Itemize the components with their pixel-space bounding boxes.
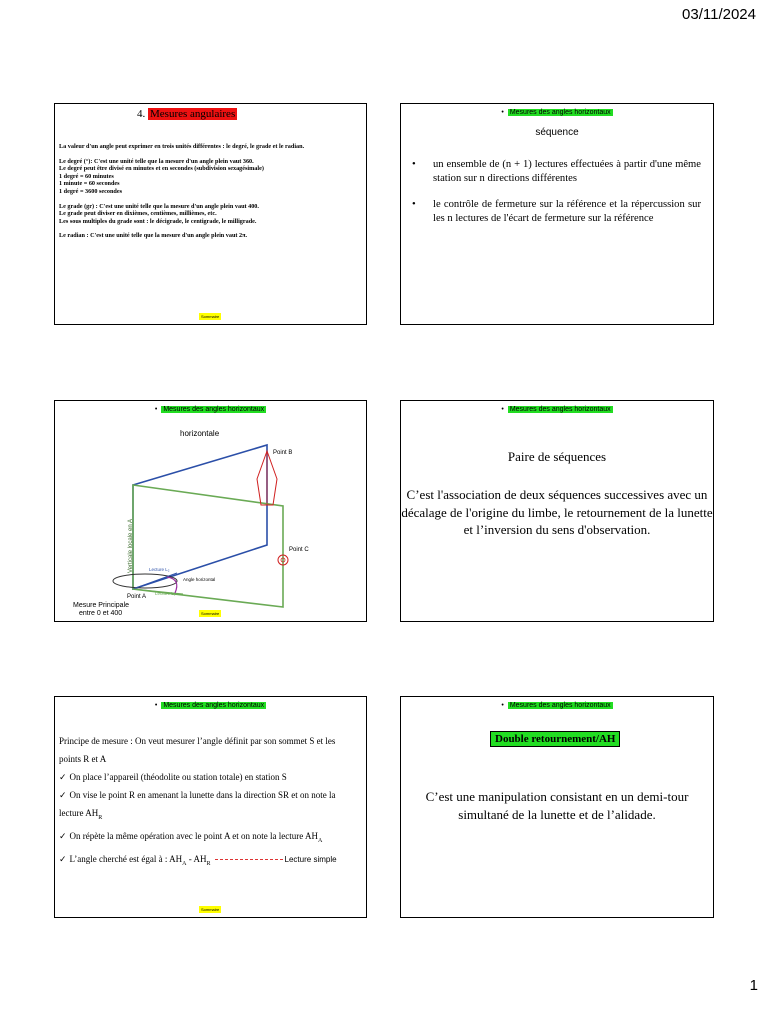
label-point-a: Point A (127, 594, 147, 600)
slide-title: Double retournement/AH (490, 731, 620, 747)
header-label: Mesures des angles horizontaux (509, 109, 611, 116)
slide-header: • Mesures des angles horizontaux (501, 109, 611, 116)
step-item (59, 786, 355, 827)
step-item (59, 768, 355, 786)
slide-title: Paire de séquences (507, 449, 607, 464)
paragraph-intro: La valeur d'un angle peut exprimer en trois unités différentes : le degré, le grade et le radian. (59, 143, 305, 150)
header-label: Mesures des angles horizontaux (163, 702, 265, 709)
check-icon: ✓ (59, 772, 67, 782)
line-lecture-b (133, 573, 177, 589)
label-lecture-b: Lecture L₂ (149, 567, 170, 572)
sommaire-link[interactable]: Sommaire (201, 314, 220, 319)
page-number: 1 (749, 977, 758, 994)
bullet-item: • le contrôle de fermeture sur la référence et la répercussion sur les n lectures de l'écart de fermeture sur la référence (433, 198, 701, 226)
label-lecture-c: Lecture L₁ (155, 591, 176, 596)
step-text: L’angle cherché est égal à : AH (69, 853, 183, 864)
label-angle: Angle horizontal (183, 577, 216, 582)
label-verticale: Verticale locale en A (128, 518, 134, 573)
paragraph-radian: Le radian : C'est une unité telle que la mesure d'un angle plein vaut 2π. (59, 232, 248, 240)
principle-intro: Principe de mesure : On veut mesurer l’angle définit par son sommet S et les points R et A (59, 736, 336, 764)
header-label: Mesures des angles horizontaux (163, 406, 265, 413)
label-horizontale: horizontale (180, 429, 220, 438)
arrow-icon (215, 859, 283, 860)
slide-title (137, 108, 237, 120)
slide-paire-sequences (400, 400, 714, 622)
slide-mesures-angulaires (54, 103, 367, 325)
paragraph-degre: Le degré (°): C'est une unité telle que la mesure d'un angle plein vaut 360. Le degré peut être divisé en minutes et en secondes (subdivision sexagésimale) 1 degré = 60 minutes 1 minute = 60 secondes 1 degré = 3600 secondes (59, 157, 264, 195)
angle-diagram (55, 401, 367, 622)
print-date: 03/11/2024 (682, 6, 756, 23)
header-label: Mesures des angles horizontaux (509, 702, 611, 709)
subscript: A (317, 837, 323, 844)
paragraph-grade: Le grade (gr) : C'est une unité telle que la mesure d'un angle plein vaut 400. Le grade peut diviser en dixièmes, centièmes, millièmes, etc. Les sous multiples du grade sont : le décigrade, le centigrade, le milligrade. (59, 202, 259, 225)
step-text-mid: - AH (186, 853, 207, 864)
check-icon: ✓ (59, 830, 67, 841)
slide-sequence (400, 103, 714, 325)
slide-principe-mesure (54, 696, 367, 918)
title-number: 4. (137, 108, 146, 120)
slide-header: • Mesures des angles horizontaux (501, 406, 611, 413)
label-point-c: Point C (289, 547, 309, 553)
step-item (59, 827, 355, 850)
slide-header: • Mesures des angles horizontaux (154, 406, 265, 413)
header-label: Mesures des angles horizontaux (509, 406, 611, 413)
slide-body (59, 732, 355, 872)
slide-header: • Mesures des angles horizontaux (154, 702, 265, 709)
step-item (59, 850, 355, 873)
step-text: On répète la même opération avec le point A et on note la lecture AH (69, 830, 318, 841)
check-icon: ✓ (59, 790, 67, 800)
sommaire-link[interactable]: Sommaire (201, 611, 220, 616)
subscript: R (206, 860, 211, 867)
label-mesure-principale: Mesure Principale (73, 602, 130, 609)
step-text: On place l’appareil (théodolite ou station totale) en station S (69, 772, 287, 782)
label-point-b: Point B (273, 450, 293, 456)
slide-subtitle: séquence (535, 127, 579, 138)
slide-definition: C’est l'association de deux séquences successives avec un décalage de l'origine du limbe, le retournement de la lunette et l’inversion du sens d'observation. (401, 487, 713, 537)
label-mesure-range: entre 0 et 400 (79, 610, 123, 617)
title-text: Mesures angulaires (150, 108, 236, 120)
label-lecture-simple: Lecture simple (284, 854, 337, 864)
slide-header: • Mesures des angles horizontaux (501, 702, 611, 709)
subscript: R (98, 814, 103, 821)
subscript: A (182, 860, 187, 867)
sommaire-link[interactable]: Sommaire (201, 907, 220, 912)
slide-definition: C’est une manipulation consistant en un demi-tour simultané de la lunette et de l’alidade. (425, 789, 689, 822)
slide-body (59, 143, 359, 247)
slide-diagram (54, 400, 367, 622)
slide-double-retournement (400, 696, 714, 918)
bullet-list (405, 158, 701, 238)
step-text: On vise le point R en amenant la lunette dans la direction SR et on note la lecture AH (59, 790, 336, 818)
check-icon: ✓ (59, 853, 67, 864)
bullet-item: • un ensemble de (n + 1) lectures effectuées à partir d'une même station sur n directions différentes (433, 158, 701, 186)
